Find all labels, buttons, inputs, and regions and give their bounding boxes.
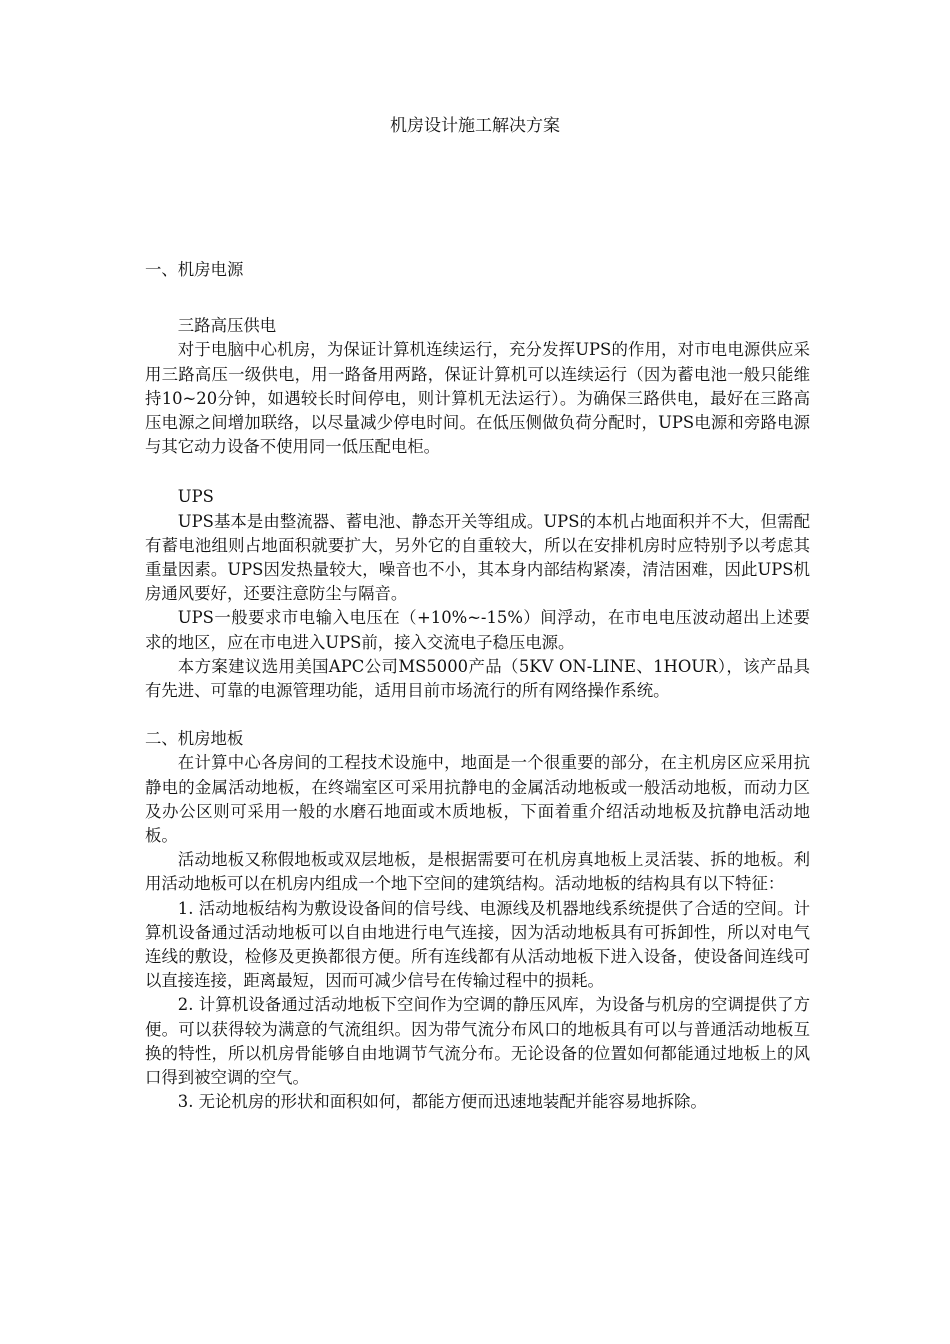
document-title: 机房设计施工解决方案 — [390, 116, 560, 136]
paragraph-floor-item-3: 3. 无论机房的形状和面积如何，都能方便而迅速地装配并能容易地拆除。 — [177, 1092, 707, 1112]
spacer — [145, 703, 810, 727]
paragraph-floor-2: 活动地板又称假地板或双层地板，是根据需要可在机房真地板上灵活装、拆的地板。利用活动地板可以在机房内组成一个地下空间的建筑结构。活动地板的结构具有以下特征： — [145, 850, 810, 894]
paragraph-ups-3: 本方案建议选用美国APC公司MS5000产品（5KV ON-LINE、1HOUR），该产品具有先进、可靠的电源管理功能，适用目前市场流行的所有网络操作系统。 — [145, 656, 810, 701]
paragraph-three-way-supply: 对于电脑中心机房，为保证计算机连续运行，充分发挥UPS的作用，对市电电源供应采用三路高压一级供电，用一路备用两路，保证计算机可以连续运行（因为蓄电池一般只能维持10~20分钟，如遇较长时间停电，则计算机无法运行）。为确保三路供电，最好在三路高压电源之间增加联络，以尽量减少停电时间。在低压侧做负荷分配时，UPS电源和旁路电源与其它动力设备不使用同一低压配电柜。 — [145, 340, 810, 457]
paragraph-floor-1: 在计算中心各房间的工程技术设施中，地面是一个很重要的部分，在主机房区应采用抗静电的金属活动地板，在终端室区可采用抗静电的金属活动地板或一般活动地板，而动力区及办公区则可采用一般的水磨石地面或木质地板，下面着重介绍活动地板及抗静电活动地板。 — [145, 753, 810, 846]
section-heading-floor: 二、机房地板 — [145, 729, 244, 749]
document-body — [145, 258, 810, 1115]
paragraph-ups-1: UPS基本是由整流器、蓄电池、静态开关等组成。UPS的本机占地面积并不大，但需配有蓄电池组则占地面积就要扩大，另外它的自重较大，所以在安排机房时应特别予以考虑其重量因素。UPS因发热量较大，噪音也不小，其本身内部结构紧凑，清洁困难，因此UPS机房通风要好，还要注意防尘与隔音。 — [145, 511, 810, 604]
section-heading-power: 一、机房电源 — [145, 260, 244, 279]
subheading-ups: UPS — [177, 487, 214, 507]
spacer — [145, 459, 810, 485]
paragraph-ups-2: UPS一般要求市电输入电压在（+10%~-15%）间浮动，在市电电压波动超出上述要求的地区，应在市电进入UPS前，接入交流电子稳压电源。 — [145, 608, 810, 652]
subheading-three-way-supply: 三路高压供电 — [177, 316, 277, 336]
spacer — [145, 282, 810, 314]
paragraph-floor-item-1: 1. 活动地板结构为敷设设备间的信号线、电源线及机器地线系统提供了合适的空间。计算机设备通过活动地板可以自由地进行电气连接，因为活动地板具有可拆卸性，所以对电气连线的敷设，检修及更换都很方便。所有连线都有从活动地板下进入设备，使设备间连线可以直接连接，距离最短，因而可减少信号在传输过程中的损耗。 — [145, 898, 810, 991]
paragraph-floor-item-2: 2. 计算机设备通过活动地板下空间作为空调的静压风库，为设备与机房的空调提供了方便。可以获得较为满意的气流组织。因为带气流分布风口的地板具有可以与普通活动地板互换的特性，所以机房骨能够自由地调节气流分布。无论设备的位置如何都能通过地板上的风口得到被空调的空气。 — [145, 995, 810, 1088]
